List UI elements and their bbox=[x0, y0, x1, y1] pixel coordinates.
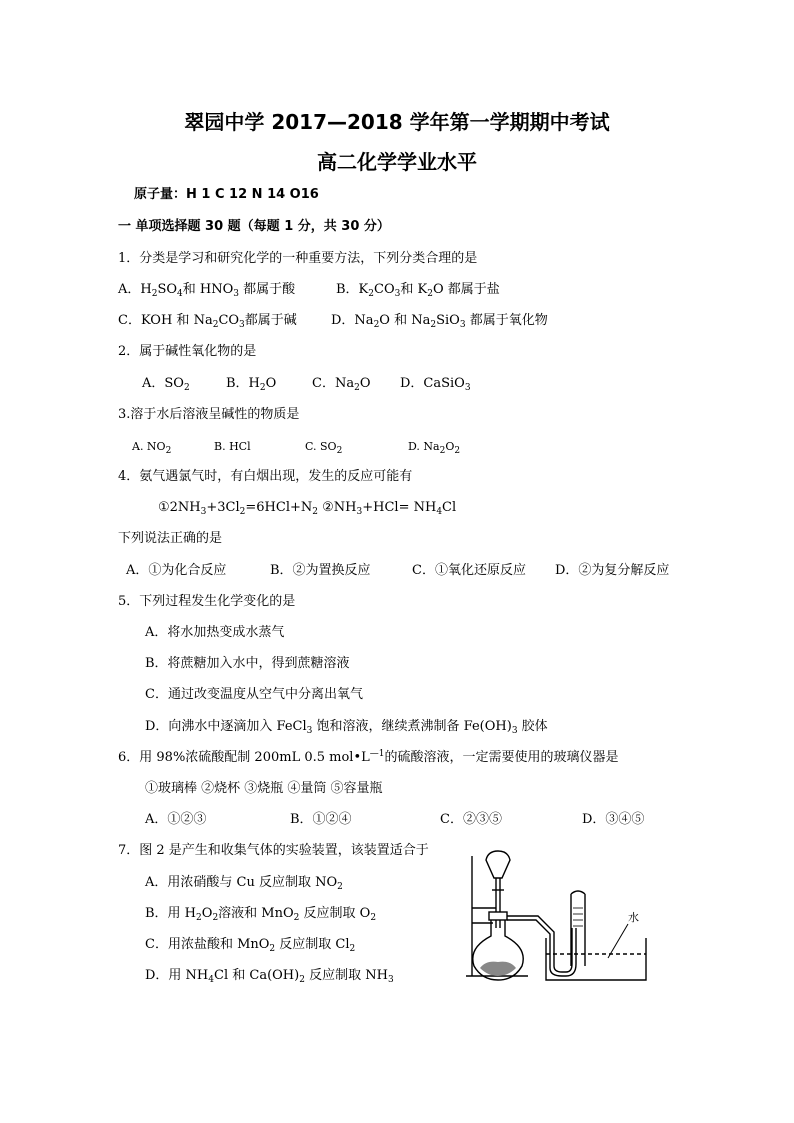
q5-stem: 5．下列过程发生化学变化的是 bbox=[118, 594, 296, 609]
q1-option-d: D．$Na_2O$ 和 $Na_2SiO_3$ 都属于氧化物 bbox=[331, 313, 548, 330]
q3-stem: 3.溶于水后溶液呈碱性的物质是 bbox=[118, 407, 300, 422]
q5-option-d: D．向沸水中逐滴加入 FeCl$_3$ 饱和溶液，继续煮沸制备 $Fe(OH)_3$ 胶体 bbox=[145, 719, 548, 736]
q7-stem: 7．图 2 是产生和收集气体的实验装置，该装置适合于 bbox=[118, 843, 429, 858]
q4-option-b: B．②为置换反应 bbox=[270, 563, 371, 578]
q5-option-b: B．将蔗糖加入水中，得到蔗糖溶液 bbox=[145, 656, 350, 671]
q6-option-a: A．①②③ bbox=[145, 812, 207, 827]
collecting-test-tube bbox=[571, 891, 585, 966]
q7-option-b: B．用 $H_2O_2$溶液和 MnO$_2$ 反应制取 $O_2$ bbox=[145, 906, 377, 923]
q2-option-a: A．$SO_2$ bbox=[142, 376, 190, 393]
q1-option-a: A．$H_2SO_4$和 $HNO_3$ 都属于酸 bbox=[118, 282, 296, 299]
q6-option-b: B．①②④ bbox=[290, 812, 352, 827]
water-trough bbox=[546, 938, 646, 980]
q3-option-c: C. $SO_2$ bbox=[305, 440, 343, 456]
atomic-mass-line: 原子量：H 1 C 12 N 14 O16 bbox=[134, 187, 319, 202]
q2-stem: 2．属于碱性氧化物的是 bbox=[118, 344, 257, 359]
q4-equations: $①2NH_3+3Cl_2=6HCl+N_2$ $②NH_3+HCl= NH_4Cl$ bbox=[158, 500, 457, 517]
q7-option-d: D．用 $NH_4Cl$ 和 $Ca(OH)_2$ 反应制取 $NH_3$ bbox=[145, 968, 394, 985]
exam-subtitle: 高二化学学业水平 bbox=[317, 150, 477, 174]
q2-option-d: D．CaSiO$_3$ bbox=[400, 376, 471, 393]
q6-items: ①玻璃棒 ②烧杯 ③烧瓶 ④量筒 ⑤容量瓶 bbox=[145, 781, 383, 796]
q6-stem: 6．用 98%浓硫酸配制 200mL 0.5 $mol•L^{—1}$的硫酸溶液，一定需要使用的玻璃仪器是 bbox=[118, 749, 619, 765]
exam-title: 翠园中学 2017—2018 学年第一学期期中考试 bbox=[184, 110, 610, 134]
q5-option-a: A．将水加热变成水蒸气 bbox=[145, 625, 285, 640]
gas-apparatus-figure bbox=[458, 848, 688, 983]
q4-option-d: D．②为复分解反应 bbox=[555, 563, 670, 578]
separatory-funnel bbox=[486, 851, 510, 878]
section-heading: 一 单项选择题 30 题（每题 1 分，共 30 分） bbox=[118, 219, 390, 234]
q1-option-c: C．KOH 和 $Na_2CO_3$都属于碱 bbox=[118, 313, 297, 330]
q4-stem: 4．氨气遇氯气时，有白烟出现，发生的反应可能有 bbox=[118, 469, 413, 484]
q1-stem: 1．分类是学习和研究化学的一种重要方法，下列分类合理的是 bbox=[118, 251, 478, 266]
q4-option-c: C．①氧化还原反应 bbox=[412, 563, 526, 578]
q2-option-c: C．$Na_2O$ bbox=[312, 376, 371, 393]
q3-option-d: D. $Na_2O_2$ bbox=[408, 440, 461, 456]
q7-option-c: C．用浓盐酸和 MnO$_2$ 反应制取 $Cl_2$ bbox=[145, 937, 356, 954]
q6-option-c: C．②③⑤ bbox=[440, 812, 502, 827]
q5-option-c: C．通过改变温度从空气中分离出氧气 bbox=[145, 687, 363, 702]
q1-option-b: B．$K_2CO_3$和 $K_2O$ 都属于盐 bbox=[336, 282, 500, 299]
q7-option-a: A．用浓硝酸与 Cu 反应制取 $NO_2$ bbox=[145, 875, 343, 892]
q3-option-a: A. $NO_2$ bbox=[132, 440, 172, 456]
q6-option-d: D．③④⑤ bbox=[582, 812, 645, 827]
q4-prompt: 下列说法正确的是 bbox=[118, 531, 223, 546]
q3-option-b: B. HCl bbox=[214, 440, 251, 453]
q4-option-a: A．①为化合反应 bbox=[126, 563, 227, 578]
water-label: 水 bbox=[628, 911, 639, 924]
q2-option-b: B．$H_2O$ bbox=[226, 376, 277, 393]
